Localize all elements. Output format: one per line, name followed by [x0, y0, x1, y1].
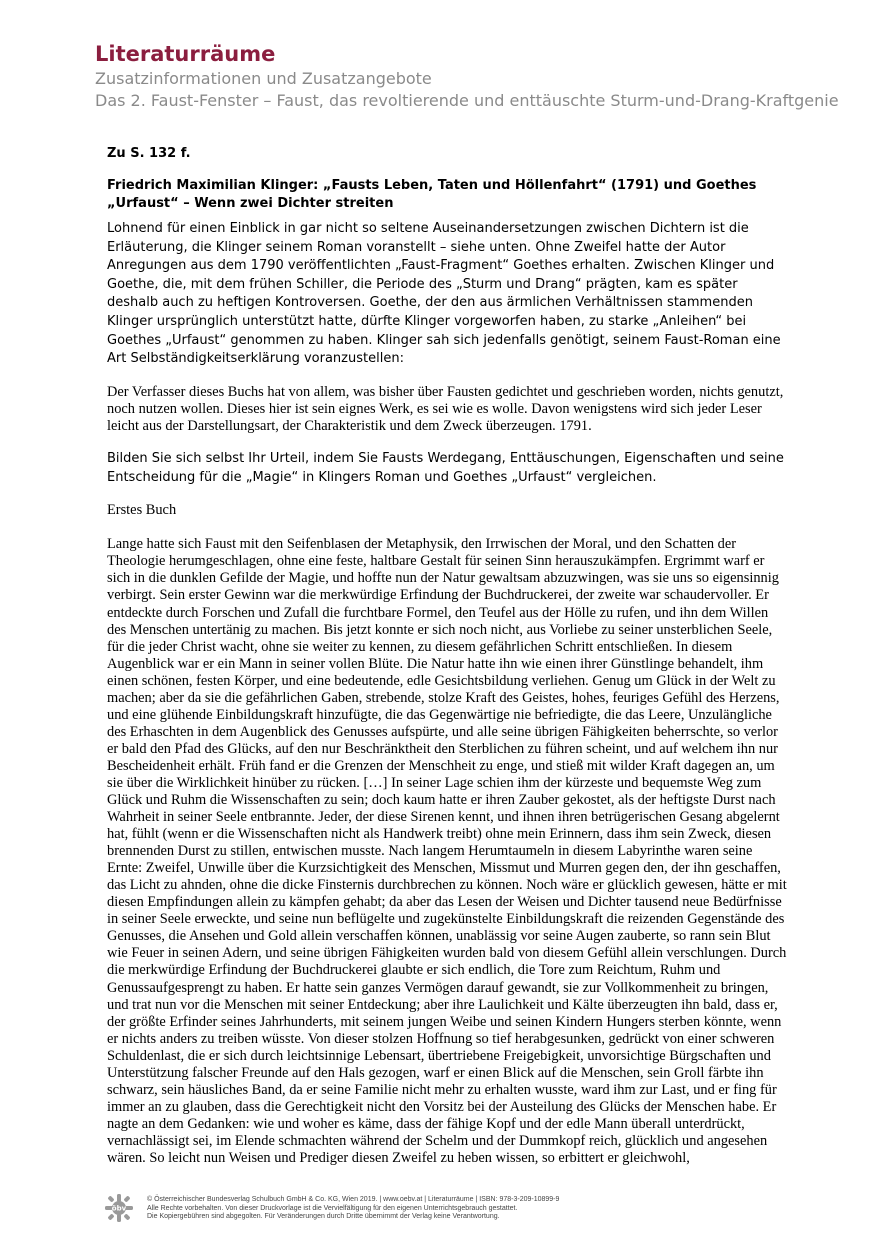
- author-quote: Der Verfasser dieses Buchs hat von allem, was bisher über Fausten gedichtet und geschrieben worden, nichts genutzt, noch nutzen wollen. Dieses hier ist sein eignes Werk, es sei wie es wolle. Davon wenigstens wird sich jeder Leser leicht aus der Darstellungsart, der Charakteristik und dem Zweck überzeugen. 1791.: [107, 383, 784, 434]
- disclaimer-line: Die Kopiergebühren sind abgegolten. Für Veränderungen durch Dritte übernimmt der Verlag keine Verantwortung.: [147, 1213, 500, 1221]
- footer-text: [147, 1196, 797, 1222]
- topic-title: Das 2. Faust-Fenster – Faust, das revoltierende und enttäuschte Sturm-und-Drang-Kraftgenie: [95, 91, 839, 110]
- section-heading: Friedrich Maximilian Klinger: „Fausts Leben, Taten und Höllenfahrt“ (1791) und Goethes „Urfaust“ – Wenn zwei Dichter streiten: [107, 178, 757, 211]
- task-paragraph: Bilden Sie sich selbst Ihr Urteil, indem Sie Fausts Werdegang, Enttäuschungen, Eigenschaften und seine Entscheidung für die „Magie“ in Klingers Roman und Goethes „Urfaust“ vergleichen.: [107, 451, 784, 485]
- page-reference: Zu S. 132 f.: [107, 146, 191, 161]
- brand-title: Literaturräume: [95, 42, 276, 66]
- copyright-line: © Österreichischer Bundesverlag Schulbuch GmbH & Co. KG, Wien 2019. | www.oebv.at | Literaturräume | ISBN: 978-3-209-10899-9: [147, 1196, 560, 1203]
- subtitle: Zusatzinformationen und Zusatzangebote: [95, 69, 432, 88]
- book-title: Erstes Buch: [107, 502, 177, 519]
- logo-text: öbv: [111, 1204, 127, 1213]
- document-body: [107, 145, 787, 1208]
- rights-line: Alle Rechte vorbehalten. Von dieser Druckvorlage ist die Vervielfältigung für den eigenen Unterrichtsgebrauch gestattet.: [147, 1204, 518, 1212]
- book-excerpt: Lange hatte sich Faust mit den Seifenblasen der Metaphysik, den Irrwischen der Moral, und den Schatten der Theologie herumgeschlagen, ohne eine feste, haltbare Gestalt für seinen Sinn herauszukämpfen. Ergrimmt warf er sich in die dunklen Gefilde der Magie, und hoffte nun der Natur gewaltsam abzuzwingen, was sie uns so eigensinnig verbirgt. Sein erster Gewinn war die merkwürdige Erfindung der Buchdruckerei, der zweite war schaudervoller. Er entdeckte durch Forschen und Zufall die furchtbare Formel, den Teufel aus der Hölle zu rufen, und ihn dem Willen des Menschen untertänig zu machen. Bis jetzt konnte er sich noch nicht, aus Vorliebe zu seiner unsterblichen Seele, für die jeder Christ wacht, ohne sie weiter zu kennen, zu diesem gefährlichen Schritt entschließen. In diesem Augenblick war er ein Mann in seiner vollen Blüte. Die Natur hatte ihn wie einen ihrer Günstlinge behandelt, ihm einen schönen, festen Körper, und eine bedeutende, edle Gesichtsbildung verliehen. Genug um Glück in der Welt zu machen; aber da sie die gefährlichen Gaben, strebende, stolze Kraft des Geistes, hohes, feuriges Gefühl des Herzens, und eine glühende Einbildungskraft hinzufügte, die das Gegenwärtige nie befriedigte, die das Leere, Unzulängliche des Erhaschten in dem Augenblick des Genusses aufspürte, und alle seine übrigen Fähigkeiten beherrschte, so verlor er bald den Pfad des Glücks, auf den nur Beschränktheit den Sterblichen zu führen scheint, und auf welchem ihn nur Bescheidenheit erhält. Früh fand er die Grenzen der Menschheit zu enge, und stieß mit wilder Kraft dagegen an, um sie über die Wirklichkeit hinüber zu rücken. […] In seiner Lage schien ihm der kürzeste und bequemste Weg zum Glück und Ruhm die Wissenschaften zu sein; doch kaum hatte er ihren Zauber gekostet, als der heftigste Durst nach Wahrheit in seiner Seele entbrannte. Jeder, der diese Sirenen kennt, und ihnen ihren betrügerischen Gesang abgelernt hat, fühlt (wenn er die Wissenschaften nicht als Handwerk treibt) ohne mein Erinnern, dass ihm sein Zweck, diesen brennenden Durst zu stillen, entwischen musste. Nach langem Herumtaumeln in diesem Labyrinthe waren seine Ernte: Zweifel, Unwille über die Kurzsichtigkeit des Menschen, Missmut und Murren gegen den, der ihn geschaffen, das Licht zu ahnden, ohne die dicke Finsternis durchbrechen zu können. Noch wäre er glücklich gewesen, hätte er mit diesen Empfindungen allein zu kämpfen gehabt; da aber das Lesen der Weisen und Dichter tausend neue Bedürfnisse in seiner Seele erweckte, und seine nun beflügelte und zugekünstelte Einbildungskraft die reizenden Gegenstände des Genusses, die Ansehen und Gold allein verschaffen können, unablässig vor seine Augen zauberte, so rann sein Blut wie Feuer in seinen Adern, und seine übrigen Fähigkeiten wurden bald von diesem Gefühl allein verschlungen. Durch die merkwürdige Erfindung der Buchdruckerei glaubte er sich endlich, die Tore zum Reichtum, Ruhm und Genussaufgesprengt zu haben. Er hatte sein ganzes Vermögen darauf gewandt, sie zur Vollkommenheit zu bringen, und trat nun vor die Menschen mit seiner Entdeckung; aber ihre Laulichkeit und Kälte überzeugten ihn bald, dass er, der größte Erfinder seines Jahrhunderts, mit seinem jungen Weibe und seinen Kindern Hungers sterben könnte, wenn er nichts anders zu treiben wüsste. Von dieser stolzen Hoffnung so tief herabgesunken, gedrückt von einer schweren Schuldenlast, die er sich durch leichtsinnige Lebensart, übertriebene Freigebigkeit, unvorsichtige Bürgschaften und Unterstützung falscher Freunde auf den Hals gezogen, warf er einen Blick auf die Menschen, sein Groll färbte ihn schwarz, sein häusliches Band, da er seine Familie nicht mehr zu erhalten wusste, ward ihm zur Last, und er fing für immer an zu glauben, dass die Gerechtigkeit nicht den Vorsitz bei der Austeilung des Glücks der Menschen habe. Er nagte an dem Gedanken: wie und woher es käme, dass der fähige Kopf und der edle Mann überall unterdrückt, vernachlässigt sei, im Elende schmachten während der Schelm und der Dummkopf reich, glücklich und angesehen wären. So leicht nun Weisen und Prediger diesen Zweifel zu heben wissen, so erbittert er gleichwohl,: [107, 536, 787, 1166]
- oebv-logo-icon: [105, 1194, 133, 1222]
- intro-paragraph: Lohnend für einen Einblick in gar nicht so seltene Auseinandersetzungen zwischen Dichtern ist die Erläuterung, die Klinger seinem Roman voranstellt – siehe unten. Ohne Zweifel hatte der Autor Anregungen aus dem 1790 veröffentlichten „Faust-Fragment“ Goethes erhalten. Zwischen Klinger und Goethe, die, mit dem frühen Schiller, die Periode des „Sturm und Drang“ prägten, kam es später deshalb auch zu heftigen Kontroversen. Goethe, der den aus ärmlichen Verhältnissen stammenden Klinger ursprünglich unterstützt hatte, dürfte Klinger vorgeworfen haben, zu starke „Anleihen“ bei Goethes „Urfaust“ genommen zu haben. Klinger sah sich jedenfalls genötigt, seinem Faust-Roman eine Art Selbständigkeitserklärung voranzustellen:: [107, 221, 781, 367]
- page-header: [95, 40, 875, 112]
